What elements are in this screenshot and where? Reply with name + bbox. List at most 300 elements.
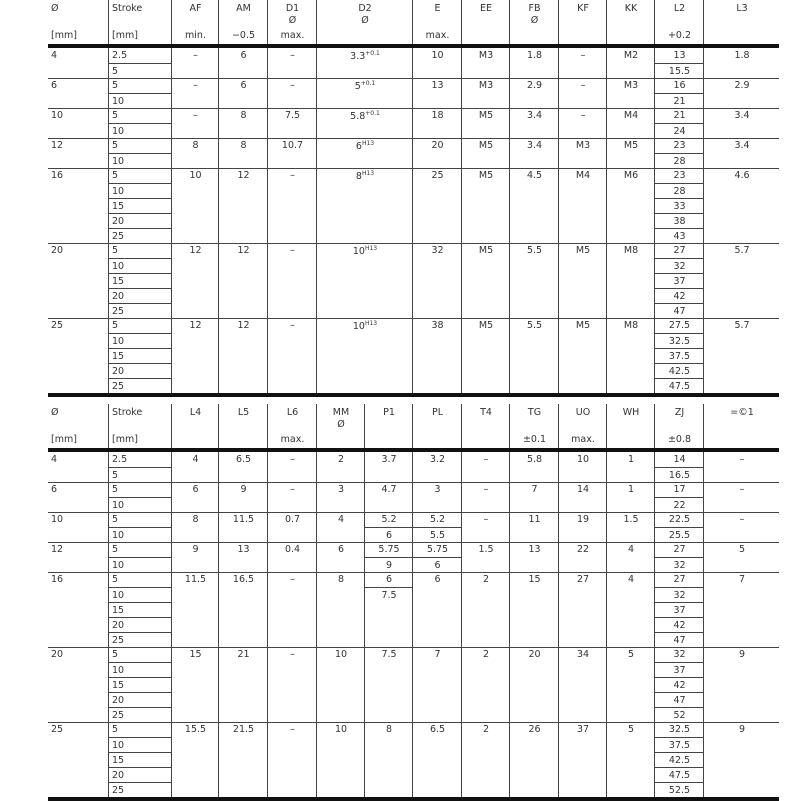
cell-dia [48,647,108,722]
sub-cell [655,363,703,378]
cell-value: 5 [112,66,119,77]
sub-cell [655,258,703,273]
cell-l5 [218,647,267,722]
header-r2-text: Ø [361,15,369,26]
cell-uo [558,572,606,647]
cell-value: 5.5 [526,245,543,256]
sub-cell [655,497,703,512]
header-r1-text: L6 [286,407,299,418]
header-cell [267,0,317,44]
sub-cell [655,243,703,258]
header-r3-text: max. [280,30,305,41]
cell-p1 [364,452,412,482]
d2-value: 3.3 [350,51,366,62]
cell-value: 6 [51,80,58,91]
cell-value: 5 [627,724,635,735]
cell-l6 [267,452,316,482]
cell-kf [558,243,606,318]
header-cell [461,404,510,448]
cell-value: 6 [192,484,199,495]
table2-bottom-rule [48,797,779,801]
cell-af [171,48,218,78]
cell-l2 [654,168,703,243]
cell-strokes [108,168,171,243]
cell-l5 [218,512,267,542]
cell-value: 5 [112,245,119,256]
header-r1-text: EE [479,3,492,14]
cell-value: 5.7 [734,320,750,331]
header-r2-text: Ø [288,15,297,26]
cell-kf [558,48,606,78]
table-row [48,78,779,109]
cell-value: 4 [51,50,58,61]
cell-value: 11.5 [232,514,255,525]
cell-value: 7 [738,574,746,585]
cell-l3 [703,168,779,243]
header-r1-text: Ø [51,407,59,418]
sub-cell [109,333,171,348]
cell-value: 38 [673,216,686,227]
cell-value: – [290,245,295,256]
cell-value: 37 [576,724,590,735]
cell-value: 3.4 [526,140,543,151]
cell-value: 10 [189,170,202,181]
d2-value: 5.8 [350,111,366,122]
cell-value: M5 [575,320,591,331]
header-cell [48,404,108,448]
cell-l4 [171,452,218,482]
cell-l2 [654,138,703,168]
cell-value: 15 [112,605,125,616]
sub-cell [655,48,703,63]
cell-dia [48,452,108,482]
cell-mm [316,572,364,647]
cell-value: 11.5 [184,574,207,585]
cell-ee [461,243,509,318]
cell-value: 4.5 [526,170,543,181]
header-cell [218,0,268,44]
cell-kk [606,108,654,138]
table-row [48,243,779,319]
cell-value: 6 [240,80,247,91]
header-r3-text: [mm] [112,434,138,445]
cell-mm [316,722,364,797]
cell-value: 9 [738,649,746,660]
cell-wh [606,542,654,572]
cell-value: M2 [623,50,639,61]
cell-tg [509,647,558,722]
sub-cell [655,572,703,587]
cell-value: 9 [240,484,247,495]
cell-value: – [483,514,489,525]
cell-mm [316,452,364,482]
cell-value: 2 [482,574,490,585]
cell-ee [461,78,509,108]
cell-value: 7 [434,649,441,660]
cell-value: 1 [627,454,635,465]
cell-value: – [739,484,745,495]
cell-value: 32 [673,261,686,272]
sub-cell [655,677,703,692]
cell-kf [558,78,606,108]
cell-value: 8 [240,110,247,121]
cell-t4 [461,452,509,482]
cell-t4 [461,647,509,722]
cell-value: M5 [478,140,494,151]
cell-kk [606,78,654,108]
sub-cell [365,587,412,602]
header-r1-text: =©1 [730,407,754,418]
cell-strokes [108,108,171,138]
cell-l3 [703,48,779,78]
cell-value: 37.5 [668,740,691,751]
cell-l5 [218,482,267,512]
cell-value: 47 [673,695,686,706]
cell-value: 12 [51,140,64,151]
cell-value [317,170,413,182]
cell-value: 5 [738,544,746,555]
sub-cell [365,512,412,527]
cell-d1 [267,138,316,168]
cell-value: – [193,80,198,91]
cell-value: 15 [112,680,125,691]
cell-l6 [267,647,316,722]
cell-value: 15 [112,351,125,362]
cell-uo [558,512,606,542]
cell-l5 [218,572,267,647]
sub-cell [109,318,171,333]
header-r3-text: min. [185,30,206,41]
cell-value: 8 [240,140,247,151]
sub-cell [413,542,461,557]
sub-cell [365,722,412,737]
cell-value: 3.4 [734,140,750,151]
cell-value: M5 [575,245,591,256]
sub-cell [413,512,461,527]
cell-l6 [267,572,316,647]
cell-value: – [290,170,295,181]
cell-value: 10 [334,724,348,735]
header-cell [606,0,655,44]
cell-d1 [267,78,316,108]
sub-cell [109,273,171,288]
d2-tolerance: +0.1 [365,110,380,117]
sub-cell [109,482,171,497]
cell-value [317,245,413,257]
cell-value: 47.5 [668,381,691,392]
cell-value: 10 [112,96,125,107]
header-r3-text: ±0.1 [522,434,547,445]
cell-value: 33 [673,201,686,212]
sub-cell [365,557,412,572]
sub-cell [655,767,703,782]
header-r2-text: Ø [530,15,539,26]
cell-value: 20 [51,649,64,660]
sub-cell [109,497,171,512]
cell-l3 [703,108,779,138]
cell-value: 5.5 [526,320,543,331]
cell-value: 3.4 [526,110,543,121]
sub-cell [655,452,703,467]
header-r2-text: Ø [337,419,345,430]
cell-value [317,140,413,152]
cell-strokes [108,318,171,393]
cell-ee [461,108,509,138]
cell-value: 28 [673,186,686,197]
cell-value: 3 [434,484,441,495]
sub-cell [365,572,412,587]
cell-value: – [483,454,489,465]
cell-l5 [218,542,267,572]
sub-cell [655,273,703,288]
cell-value: 5 [112,170,119,181]
cell-l4 [171,512,218,542]
sub-cell [655,168,703,183]
cell-fb [509,78,558,108]
cell-value: 16 [673,80,686,91]
sub-cell [413,572,461,587]
sub-cell [655,153,703,168]
cell-value: 13 [528,544,541,555]
cell-value: 14 [576,484,590,495]
cell-value: 10 [112,500,125,511]
cell-value: 10 [112,186,125,197]
sub-cell [655,602,703,617]
cell-value [317,80,413,92]
cell-value: 25 [431,170,444,181]
cell-value: 5 [112,80,119,91]
cell-value: 0.7 [284,514,301,525]
cell-value: 9 [192,544,199,555]
cell-value: 8 [192,514,199,525]
header-cell [703,0,780,44]
cell-value: 5 [112,484,119,495]
cell-d2 [316,48,412,78]
sub-cell [655,692,703,707]
cell-value: 6.5 [235,454,252,465]
cell-value: 42 [673,620,686,631]
header-r3-text: [mm] [51,30,77,41]
cell-value: 5 [112,140,119,151]
sub-cell [655,707,703,722]
cell-strokes [108,572,171,647]
cell-l2 [654,318,703,393]
cell-dia [48,482,108,512]
cell-strokes [108,138,171,168]
cell-value: M5 [478,245,494,256]
sub-cell [413,647,461,662]
cell-value: 6 [385,530,393,541]
cell-value: 12 [237,170,250,181]
cell-value: 16.5 [232,574,255,585]
sub-cell [109,632,171,647]
d2-value: 5 [354,81,361,92]
cell-strokes [108,482,171,512]
dimensions-table-2 [48,404,779,796]
cell-value: 2 [482,724,490,735]
cell-zj [654,452,703,482]
cell-pl [412,647,461,722]
cell-wh [606,452,654,482]
d2-tolerance: H13 [361,140,375,147]
cell-dia [48,138,108,168]
cell-value: 5 [112,470,119,481]
sub-cell [655,333,703,348]
cell-value: 9 [385,560,393,571]
cell-strokes [108,243,171,318]
cell-e [412,108,461,138]
cell-value: 27.5 [668,320,691,331]
cell-value: – [290,649,295,660]
cell-d2 [316,78,412,108]
cell-l6 [267,542,316,572]
d2-value: 6 [355,141,362,152]
sub-cell [109,737,171,752]
sub-cell [109,512,171,527]
cell-value: 10 [112,126,125,137]
cell-value: M5 [478,320,494,331]
cell-value: 16 [51,574,64,585]
cell-value: 15 [112,276,125,287]
header-cell [218,404,268,448]
cell-d2 [316,108,412,138]
header-cell [606,404,655,448]
sub-cell [109,767,171,782]
sub-cell [655,722,703,737]
sub-cell [109,93,171,108]
cell-kk [606,318,654,393]
cell-value: 10 [112,560,125,571]
cell-strokes [108,722,171,797]
cell-value: 3.2 [429,454,446,465]
header-cell [558,0,607,44]
cell-am [218,48,267,78]
cell-dia [48,78,108,108]
cell-kk [606,138,654,168]
sub-cell [365,482,412,497]
cell-uo [558,722,606,797]
cell-zj [654,722,703,797]
cell-am [218,318,267,393]
cell-uo [558,452,606,482]
d2-tolerance: H13 [364,245,378,252]
cell-tg [509,542,558,572]
cell-dia [48,168,108,243]
cell-mm [316,542,364,572]
cell-value: 24 [673,126,686,137]
d2-tolerance: H13 [364,320,378,327]
cell-zj [654,482,703,512]
cell-value: 17 [673,484,686,495]
cell-value: 5 [112,649,119,660]
sub-cell [109,752,171,767]
cell-value: 2 [482,649,490,660]
cell-l4 [171,542,218,572]
cell-value: 32.5 [668,336,691,347]
sub-cell [655,378,703,393]
cell-e [412,78,461,108]
cell-dia [48,108,108,138]
sub-cell [109,198,171,213]
cell-kk [606,168,654,243]
header-r1-text: ZJ [674,407,685,418]
cell-kf [558,168,606,243]
table-row [48,168,779,244]
sub-cell [109,153,171,168]
cell-value: 4 [192,454,199,465]
cell-value: 0.4 [284,544,301,555]
d2-value: 10 [352,321,365,332]
cell-dia [48,542,108,572]
d2-tolerance: +0.1 [365,50,380,57]
header-r1-text: D1 [285,3,300,14]
cell-value: 2 [337,454,345,465]
cell-af [171,138,218,168]
cell-value: 42 [673,680,686,691]
cell-value: 6 [385,574,393,585]
sub-cell [365,647,412,662]
cell-value: 5 [112,574,119,585]
sub-cell [655,93,703,108]
sub-cell [109,123,171,138]
cell-value: – [290,574,295,585]
cell-value: 5.8 [526,454,543,465]
cell-value: 1.8 [526,50,543,61]
header-r3-text: [mm] [51,434,77,445]
header-cell [461,0,510,44]
cell-value: 5.2 [381,514,397,525]
cell-value: 11 [528,514,541,525]
cell-value: 25 [112,381,125,392]
sub-cell [109,692,171,707]
table-row [48,48,779,79]
cell-fb [509,138,558,168]
cell-value: 12 [237,245,250,256]
cell-value: 5 [112,514,119,525]
table2-header [48,404,779,452]
header-r1-text: AF [189,3,202,14]
cell-value: 10 [112,261,125,272]
sub-cell [413,452,461,467]
cell-value: 38 [431,320,444,331]
cell-value: 1.5 [623,514,639,525]
cell-value: 25 [112,306,125,317]
cell-value: – [580,110,586,121]
cell-value: – [290,484,295,495]
header-cell [108,404,172,448]
cell-dia [48,318,108,393]
header-r1-text: PL [431,407,444,418]
cell-value: 15.5 [184,724,207,735]
cell-e [412,48,461,78]
sub-cell [365,527,412,542]
sub-cell [365,542,412,557]
cell-value: 5 [627,649,635,660]
cell-value: 27 [673,574,686,585]
cell-value: 28 [673,156,686,167]
cell-pl [412,452,461,482]
cell-value: 10 [51,110,64,121]
cell-value: 12 [189,320,202,331]
cell-value: 10 [112,740,125,751]
sub-cell [109,348,171,363]
sub-cell [109,138,171,153]
cell-value: M3 [623,80,639,91]
sub-cell [655,752,703,767]
cell-am [218,108,267,138]
cell-kk [606,48,654,78]
cell-value: 15 [112,755,125,766]
